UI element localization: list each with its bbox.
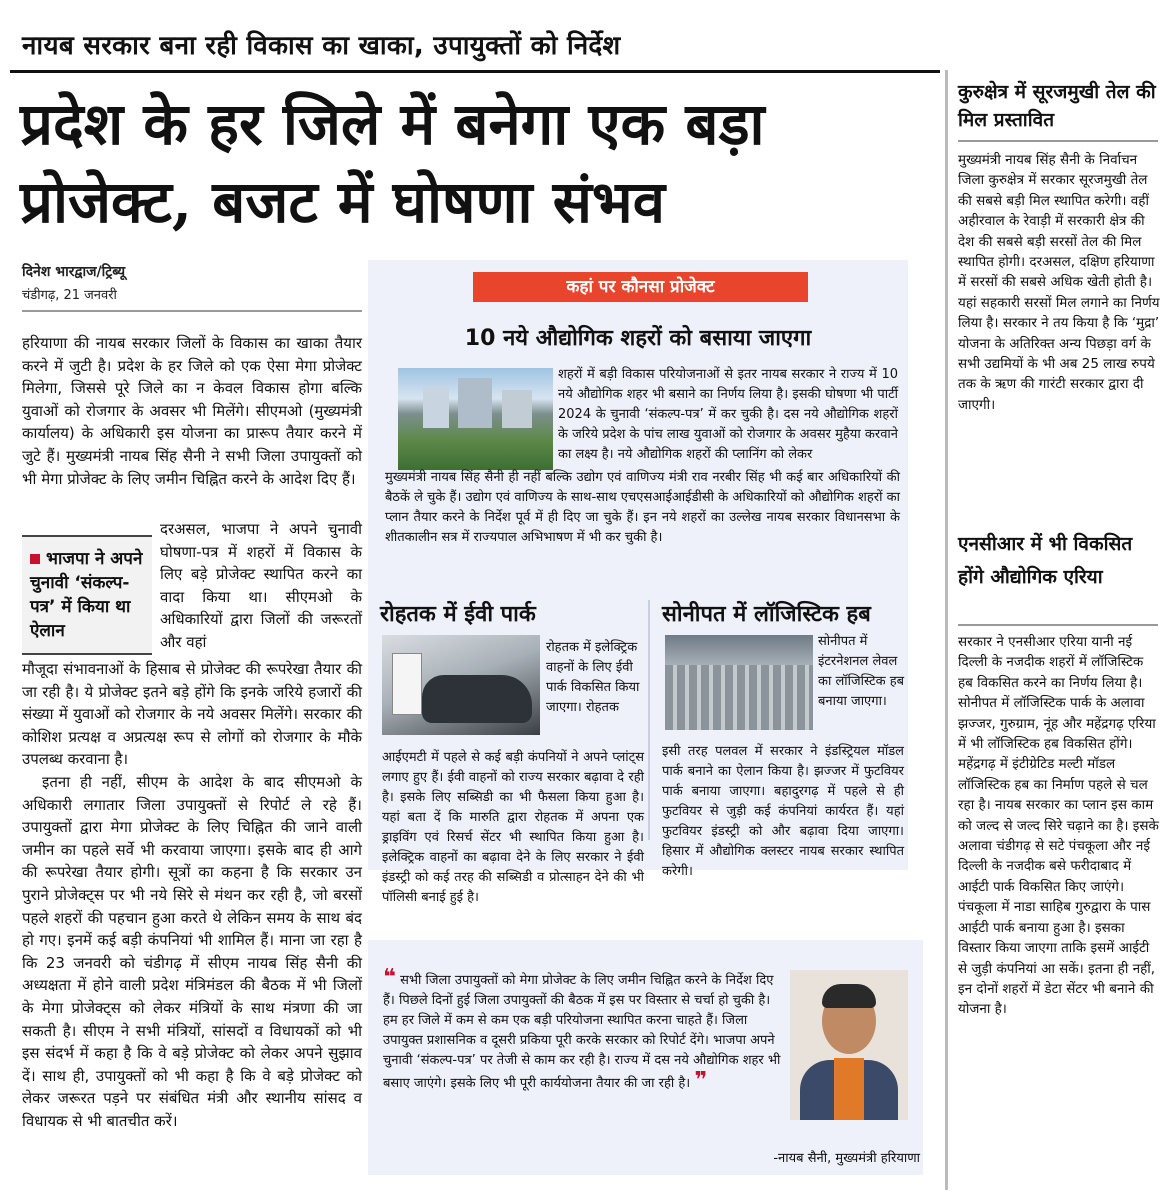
projects-box-title: कहां पर कौनसा प्रोजेक्ट	[473, 272, 808, 302]
right-rule-2	[958, 624, 1158, 626]
lead-paragraph-3: मौजूदा संभावनाओं के हिसाब से प्रोजेक्ट की रूपरेखा तैयार की जा रही है। ये प्रोजेक्ट इतने बड़े होंगे कि इनके जरिये हजारों की संख्या में युवाओं को रोजगार के नये अवसर मिलेंगे। सरकार की कोशिश प्रत्यक्ष व अप्रत्यक्ष रूप से लोगों को रोजगार के मौके उपलब्ध करवाना है।	[22, 660, 362, 769]
logistics-hub-text-2: इसी तरह पलवल में सरकार ने इंडस्ट्रियल मॉडल पार्क बनाने का ऐलान किया है। झज्जर में फुटवियर पार्क बनाया जाएगा। बहादुरगढ़ में पहले से ही फुटवियर से जुड़ी कई कंपनियां कार्यरत हैं। यहां फुटवियर इंडस्ट्री को और बढ़ावा दिया जाएगा। हिसार में औद्योगिक क्लस्टर नायब सरकार स्थापित करेगी।	[662, 744, 904, 879]
logistics-hub-heading: सोनीपत में लॉजिस्टिक हब	[662, 602, 871, 627]
logistics-hub-photo	[665, 635, 813, 730]
lead-continuation	[22, 658, 362, 1132]
square-bullet-icon	[30, 554, 40, 564]
section-divider	[648, 600, 650, 840]
main-headline	[20, 85, 930, 241]
industrial-cities-text-2: मुख्यमंत्री नायब सिंह सैनी ही नहीं बल्कि उद्योग एवं वाणिज्य मंत्री राव नरबीर सिंह भी कई बार अधिकारियों की बैठकें ले चुके हैं। उद्योग एवं वाणिज्य के साथ-साथ एचएसआईआईडीसी के अधिकारियों को औद्योगिक शहरों का प्लान तैयार करने के निर्देश पूर्व में ही दिए जा चुके हैं। इन नये शहरों का उल्लेख नायब सरकार विधानसभा के शीतकालीन सत्र में राज्यपाल अभिभाषण में भी कर चुकी है।	[385, 470, 900, 545]
cm-quote	[383, 965, 783, 1094]
ev-park-text-1: रोहतक में इलेक्ट्रिक वाहनों के लिए ईवी पार्क विकसित किया जाएगा। रोहतक	[546, 640, 640, 715]
kicker-headline: नायब सरकार बना रही विकास का खाका, उपायुक्तों को निर्देश	[22, 31, 621, 61]
right-rule-1	[958, 140, 1158, 142]
right-column-rule	[945, 70, 948, 1190]
ev-park-heading: रोहतक में ईवी पार्क	[380, 602, 536, 627]
industrial-cities-text-1: शहरों में बड़ी विकास परियोजनाओं से इतर नायब सरकार ने राज्य में 10 नये औद्योगिक शहर भी बसाने का निर्णय लिया है। इसकी घोषणा भी पार्टी 2024 के चुनावी ‘संकल्प-पत्र’ में कर चुकी है। दस नये औद्योगिक शहरों के जरिये प्रदेश के पांच लाख युवाओं को रोजगार के अवसर मुहैया करवाने का लक्ष्य है। नये औद्योगिक शहरों की प्लानिंग को लेकर	[558, 367, 898, 462]
open-quote-icon: ❝	[383, 965, 396, 990]
cm-quote-text: सभी जिला उपायुक्तों को मेगा प्रोजेक्ट के लिए जमीन चिह्नित करने के निर्देश दिए हैं। पिछले दिनों हुई जिला उपायुक्तों की बैठक में इस पर विस्तार से चर्चा हो चुकी है। हम हर जिले में कम से कम एक बड़ी परियोजना स्थापित करना चाहते हैं। जिला उपायुक्त प्रशासनिक व दूसरी प्रकिया पूरी करके सरकार को रिपोर्ट देंगे। भाजपा अपने चुनावी ‘संकल्प-पत्र’ पर तेजी से काम कर रही है। राज्य में दस नये औद्योगिक शहर भी बसाए जाएंगे। इसके लिए भी पूरी कार्ययोजना तैयार की जा रही है।	[383, 973, 781, 1091]
byline: दिनेश भारद्वाज/ट्रिब्यू	[22, 264, 126, 280]
dateline: चंडीगढ़, 21 जनवरी	[22, 288, 117, 303]
logistics-hub-text-1: सोनीपत में इंटरनेशनल लेवल का लॉजिस्टिक हब बनाया जाएगा।	[818, 634, 905, 709]
pull-quote-text: भाजपा ने अपने चुनावी ‘संकल्प-पत्र’ में किया था ऐलान	[30, 549, 143, 641]
top-rule	[10, 70, 940, 73]
byline-rule	[22, 310, 362, 312]
quote-signature: -नायब सैनी, मुख्यमंत्री हरियाणा	[773, 1151, 920, 1166]
kurukshetra-text: मुख्यमंत्री नायब सिंह सैनी के निर्वाचन जिला कुरुक्षेत्र में सरकार सूरजमुखी तेल की सबसे बड़ी मिल स्थापित करेगी। वहीं अहीरवाल के रेवाड़ी में सरकारी क्षेत्र की देश की सबसे बड़ी सरसों तेल की मिल स्थापित होगी। दरअसल, दक्षिण हरियाणा में सरसों की सबसे अधिक खेती होती है। यहां सहकारी सरसों मिल लगाने का निर्णय लिया है। सरकार ने तय किया है कि ‘मुद्रा’ योजना के अतिरिक्त अन्य पिछड़ा वर्ग के सभी उद्यमियों के भी अब 25 लाख रुपये तक के ऋण की गारंटी सरकार द्वारा दी जाएगी।	[958, 152, 1160, 413]
headline-line-1: प्रदेश के हर जिले में बनेगा एक बड़ा	[20, 90, 765, 158]
lead-paragraph-4: इतना ही नहीं, सीएम के आदेश के बाद सीएमओ के अधिकारी लगातार जिला उपायुक्तों से रिपोर्ट ले रहे हैं। उपायुक्तों द्वारा मेगा प्रोजेक्ट के लिए चिह्नित की जाने वाली जमीन का पहले सर्वे भी करवाया जाएगा। इसके बाद ही आगे की रूपरेखा तैयार होगी। सूत्रों का कहना है कि सरकार उन पुराने प्रोजेक्ट्स पर भी नये सिरे से मंथन कर रही है, जो बरसों पहले शहरों की पहचान हुआ करते थे लेकिन समय के साथ बंद हो गए। इनमें कई बड़ी कंपनियां भी शामिल हैं। माना जा रहा है कि 23 जनवरी को चंडीगढ़ में सीएम नायब सिंह सैनी की अध्यक्षता में होने वाली प्रदेश मंत्रिमंडल की बैठक में भी जिलों के मेगा प्रोजेक्ट्स को लेकर मंत्रियों के साथ मंत्रणा की जा सकती है। सीएम ने सभी मंत्रियों, सांसदों व विधायकों को भी इस संदर्भ में कहा है कि वे बड़े प्रोजेक्ट को लेकर अपने सुझाव दें। साथ ही, उपायुक्तों को भी कहा है कि वे बड़े प्रोजेक्ट को लेकर जरूरत पड़ने पर संबंधित मंत्री और स्थानीय सांसद व विधायक से भी बातचीत करें।	[22, 772, 362, 1130]
lead-paragraph-2: दरअसल, भाजपा ने अपने चुनावी घोषणा-पत्र में शहरों में विकास के लिए बड़े प्रोजेक्ट स्थापित करने का वादा किया था। सीएमओ के अधिकारियों द्वारा जिलों की जरूरतों और वहां	[160, 520, 362, 651]
close-quote-icon: ❞	[694, 1068, 708, 1093]
ncr-text: सरकार ने एनसीआर एरिया यानी नई दिल्ली के नजदीक शहरों में लॉजिस्टिक हब विकसित करने का निर्णय लिया है। सोनीपत में लॉजिस्टिक पार्क के अलावा झज्जर, गुरुग्राम, नूंह और महेंद्रगढ़ एरिया में भी लॉजिस्टिक हब विकसित होंगे। महेंद्रगढ़ में इंटीग्रेटिड मल्टी मॉडल लॉजिस्टिक हब का निर्माण पहले से चल रहा है। नायब सरकार का प्लान इस काम को जल्द से जल्द सिरे चढ़ाने का है। इसके अलावा चंडीगढ़ से सटे पंचकूला और नई दिल्ली के नजदीक बसे फरीदाबाद में आईटी पार्क विकसित किए जाएंगे। पंचकूला में नाडा साहिब गुरुद्वारा के पास आईटी पार्क बनाया हुआ है। इसका विस्तार किया जाएगा ताकि इसमें आईटी से जुड़ी कंपनियां आ सकें। इतना ही नहीं, इन दोनों शहरों में डेटा सेंटर भी बनाने की योजना है।	[958, 634, 1159, 1018]
ev-charging-photo	[382, 635, 540, 735]
cm-portrait	[790, 970, 908, 1120]
kurukshetra-heading: कुरुक्षेत्र में सूरजमुखी तेल की मिल प्रस्तावित	[958, 81, 1156, 131]
pull-quote	[22, 535, 152, 655]
lead-paragraph-1: हरियाणा की नायब सरकार जिलों के विकास का खाका तैयार करने में जुटी है। प्रदेश के हर जिले को एक ऐसा मेगा प्रोजेक्ट मिलेगा, जिससे पूरे जिले का न केवल विकास होगा बल्कि युवाओं को रोजगार के अवसर भी मिलेंगे। सीएमओ (मुख्यमंत्री कार्यालय) के अधिकारी इस योजना का प्रारूप तैयार करने में जुटे हैं। मुख्यमंत्री नायब सिंह सैनी ने सभी जिला उपायुक्तों को भी मेगा प्रोजेक्ट के लिए जमीन चिह्नित करने के आदेश दिए हैं।	[22, 334, 362, 488]
industrial-city-photo	[398, 368, 553, 470]
headline-line-2: प्रोजेक्ट, बजट में घोषणा संभव	[20, 168, 665, 236]
industrial-cities-heading: 10 नये औद्योगिक शहरों को बसाया जाएगा	[464, 326, 812, 351]
ncr-heading: एनसीआर में भी विकसित होंगे औद्योगिक एरिया	[958, 533, 1133, 588]
ev-park-text-2: आईएमटी में पहले से कई बड़ी कंपनियों ने अपने प्लांट्स लगाए हुए हैं। ईवी वाहनों को राज्य सरकार बढ़ावा दे रही है। इसके लिए सब्सिडी का भी फैसला किया हुआ है। यहां बता दें कि मारुति द्वारा रोहतक में अपना एक ड्राइविंग एवं रिसर्च सेंटर भी स्थापित किया हुआ है। इलेक्ट्रिक वाहनों का बढ़ावा देने के लिए सरकार ने ईवी इंडस्ट्री को कई तरह की सब्सिडी व प्रोत्साहन देने की भी पॉलिसी बनाई हुई है।	[382, 750, 644, 905]
